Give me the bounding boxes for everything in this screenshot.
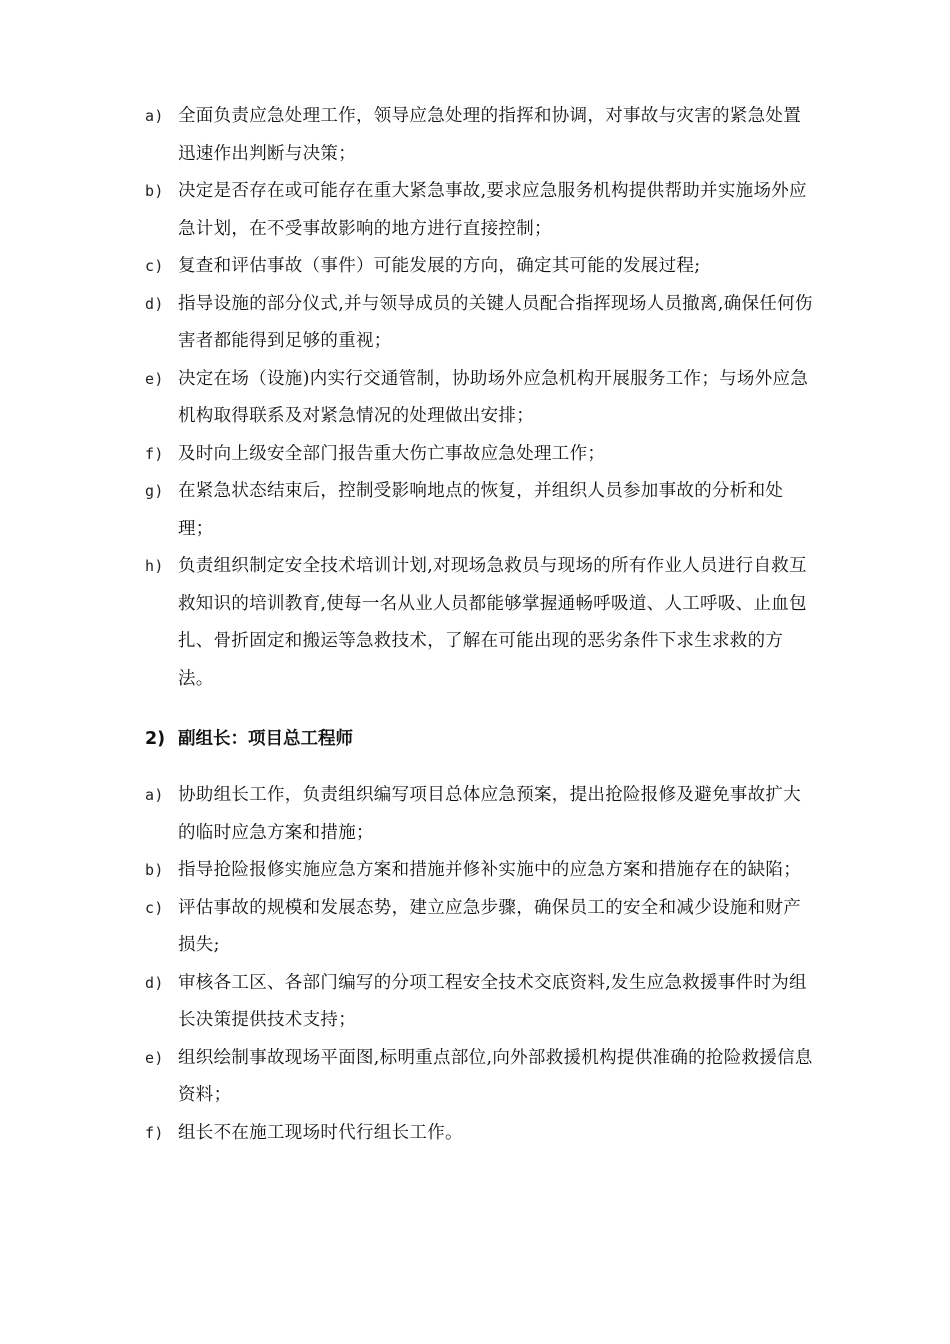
list-item xyxy=(0,473,814,548)
list-item-text: 组长不在施工现场时代行组长工作。 xyxy=(178,1122,463,1143)
list-item-text: 组织绘制事故现场平面图,标明重点部位,向外部救援机构提供准确的抢险救援信息资料； xyxy=(178,1047,813,1105)
list-item-text: 负责组织制定安全技术培训计划,对现场急救员与现场的所有作业人员进行自救互救知识的培训教育,使每一名从业人员都能够掌握通畅呼吸道、人工呼吸、止血包扎、骨折固定和搬运等急救技术，了解在可能出现的恶劣条件下求生求救的方法。 xyxy=(178,556,807,689)
list-item-text: 审核各工区、各部门编写的分项工程安全技术交底资料,发生应急救援事件时为组长决策提供技术支持； xyxy=(178,972,807,1030)
list-item-text: 评估事故的规模和发展态势，建立应急步骤，确保员工的安全和减少设施和财产损失; xyxy=(178,897,801,955)
list-marker: a) xyxy=(145,786,164,804)
duty-list-deputy-leader xyxy=(0,777,950,1152)
list-marker: b) xyxy=(145,861,164,879)
list-marker: b) xyxy=(145,182,164,200)
list-marker: f) xyxy=(145,1123,164,1142)
list-marker: h) xyxy=(145,557,164,575)
list-item xyxy=(0,1040,814,1115)
list-marker: c) xyxy=(145,898,164,917)
list-item xyxy=(0,548,814,698)
list-item-text: 决定在场（设施)内实行交通管制，协助场外应急机构开展服务工作；与场外应急机构取得联系及对紧急情况的处理做出安排； xyxy=(178,368,809,426)
list-item xyxy=(0,890,814,965)
list-item xyxy=(0,777,814,852)
list-marker: a) xyxy=(145,107,164,125)
list-item-text: 指导设施的部分仪式,并与领导成员的关键人员配合指挥现场人员撤离,确保任何伤害者都能得到足够的重视； xyxy=(178,293,813,351)
list-item-text: 决定是否存在或可能存在重大紧急事故,要求应急服务机构提供帮助并实施场外应急计划，在不受事故影响的地方进行直接控制； xyxy=(178,181,807,239)
list-marker: e) xyxy=(145,369,164,388)
list-item-text: 协助组长工作，负责组织编写项目总体应急预案，提出抢险报修及避免事故扩大的临时应急方案和措施； xyxy=(178,785,801,843)
duty-list-leader xyxy=(0,98,950,698)
list-marker: d) xyxy=(145,973,164,992)
list-item-text: 及时向上级安全部门报告重大伤亡事故应急处理工作； xyxy=(178,443,606,464)
list-marker: c) xyxy=(145,257,164,275)
list-item-text: 指导抢险报修实施应急方案和措施并修补实施中的应急方案和措施存在的缺陷； xyxy=(178,860,801,880)
list-marker: e) xyxy=(145,1048,164,1067)
list-marker: f) xyxy=(145,444,164,463)
list-item-text: 全面负责应急处理工作，领导应急处理的指挥和协调，对事故与灾害的紧急处置迅速作出判断与决策； xyxy=(178,106,801,164)
list-item xyxy=(0,248,814,286)
list-item xyxy=(0,286,814,361)
list-marker: d) xyxy=(145,294,164,313)
section-heading-title: 副组长：项目总工程师 xyxy=(178,729,353,749)
list-item xyxy=(0,98,814,173)
list-item xyxy=(0,361,814,436)
list-item-text: 复查和评估事故（事件）可能发展的方向，确定其可能的发展过程; xyxy=(178,256,701,276)
list-item xyxy=(0,965,814,1040)
list-item xyxy=(0,852,814,890)
list-item xyxy=(0,436,814,474)
list-item xyxy=(0,173,814,248)
list-marker: g) xyxy=(145,482,164,500)
section-heading-number: 2) xyxy=(145,729,166,749)
list-item-text: 在紧急状态结束后，控制受影响地点的恢复，并组织人员参加事故的分析和处理； xyxy=(178,481,784,539)
section-heading xyxy=(145,721,353,759)
list-item xyxy=(0,1115,814,1153)
